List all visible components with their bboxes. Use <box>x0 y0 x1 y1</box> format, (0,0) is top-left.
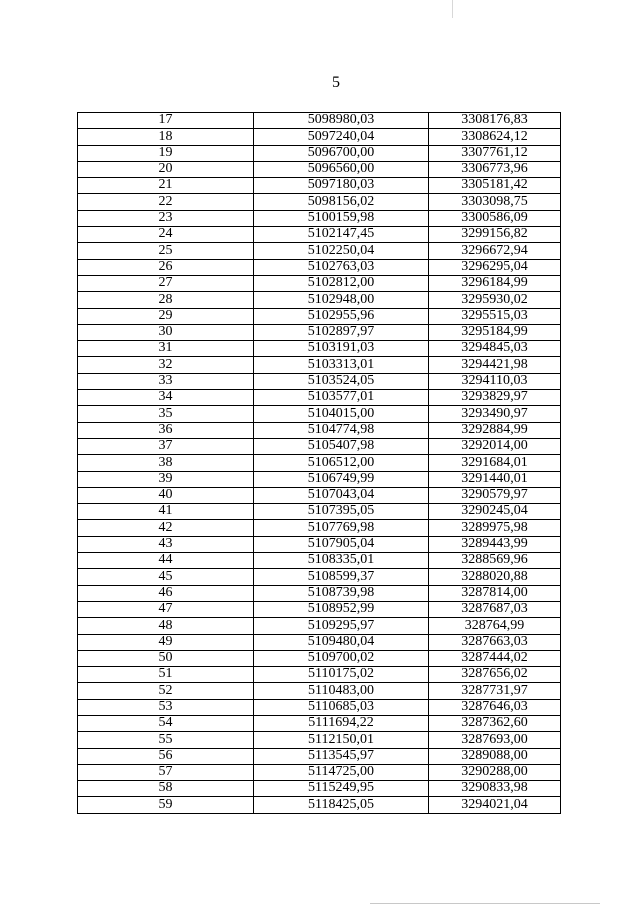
table-row <box>78 781 561 797</box>
point-number-cell: 57 <box>78 764 254 780</box>
y-coordinate-cell: 3287663,03 <box>429 634 561 650</box>
table-row <box>78 569 561 585</box>
y-coordinate-cell: 3291440,01 <box>429 471 561 487</box>
y-coordinate-cell: 328764,99 <box>429 618 561 634</box>
y-coordinate-cell: 3294110,03 <box>429 373 561 389</box>
point-number-cell: 29 <box>78 308 254 324</box>
x-coordinate-cell: 5105407,98 <box>254 438 429 454</box>
x-coordinate-cell: 5109295,97 <box>254 618 429 634</box>
x-coordinate-cell: 5103191,03 <box>254 341 429 357</box>
y-coordinate-cell: 3290288,00 <box>429 764 561 780</box>
x-coordinate-cell: 5108739,98 <box>254 585 429 601</box>
x-coordinate-cell: 5097240,04 <box>254 129 429 145</box>
table-row <box>78 520 561 536</box>
table-row <box>78 210 561 226</box>
point-number-cell: 27 <box>78 275 254 291</box>
x-coordinate-cell: 5118425,05 <box>254 797 429 813</box>
x-coordinate-cell: 5103577,01 <box>254 390 429 406</box>
y-coordinate-cell: 3295930,02 <box>429 292 561 308</box>
point-number-cell: 31 <box>78 341 254 357</box>
table-row <box>78 308 561 324</box>
y-coordinate-cell: 3287731,97 <box>429 683 561 699</box>
y-coordinate-cell: 3292884,99 <box>429 422 561 438</box>
coordinates-table <box>77 112 561 814</box>
point-number-cell: 40 <box>78 487 254 503</box>
point-number-cell: 32 <box>78 357 254 373</box>
point-number-cell: 26 <box>78 259 254 275</box>
point-number-cell: 39 <box>78 471 254 487</box>
x-coordinate-cell: 5108335,01 <box>254 553 429 569</box>
x-coordinate-cell: 5102812,00 <box>254 275 429 291</box>
table-row <box>78 243 561 259</box>
y-coordinate-cell: 3308624,12 <box>429 129 561 145</box>
y-coordinate-cell: 3287814,00 <box>429 585 561 601</box>
x-coordinate-cell: 5107905,04 <box>254 536 429 552</box>
table-row <box>78 373 561 389</box>
point-number-cell: 37 <box>78 438 254 454</box>
table-row <box>78 536 561 552</box>
x-coordinate-cell: 5112150,01 <box>254 732 429 748</box>
x-coordinate-cell: 5102763,03 <box>254 259 429 275</box>
y-coordinate-cell: 3294021,04 <box>429 797 561 813</box>
y-coordinate-cell: 3288569,96 <box>429 553 561 569</box>
x-coordinate-cell: 5110483,00 <box>254 683 429 699</box>
point-number-cell: 53 <box>78 699 254 715</box>
table-row <box>78 634 561 650</box>
point-number-cell: 48 <box>78 618 254 634</box>
table-row <box>78 732 561 748</box>
table-row <box>78 145 561 161</box>
table-row <box>78 113 561 129</box>
table-row <box>78 553 561 569</box>
table-row <box>78 129 561 145</box>
point-number-cell: 47 <box>78 601 254 617</box>
point-number-cell: 58 <box>78 781 254 797</box>
table-row <box>78 406 561 422</box>
point-number-cell: 44 <box>78 553 254 569</box>
x-coordinate-cell: 5113545,97 <box>254 748 429 764</box>
x-coordinate-cell: 5109700,02 <box>254 650 429 666</box>
point-number-cell: 45 <box>78 569 254 585</box>
x-coordinate-cell: 5109480,04 <box>254 634 429 650</box>
y-coordinate-cell: 3289443,99 <box>429 536 561 552</box>
point-number-cell: 49 <box>78 634 254 650</box>
table-row <box>78 438 561 454</box>
x-coordinate-cell: 5098980,03 <box>254 113 429 129</box>
y-coordinate-cell: 3305181,42 <box>429 178 561 194</box>
table-row <box>78 471 561 487</box>
x-coordinate-cell: 5096560,00 <box>254 161 429 177</box>
x-coordinate-cell: 5102250,04 <box>254 243 429 259</box>
scan-artifact-line <box>370 903 600 904</box>
point-number-cell: 38 <box>78 455 254 471</box>
y-coordinate-cell: 3287444,02 <box>429 650 561 666</box>
table-row <box>78 390 561 406</box>
table-row <box>78 161 561 177</box>
x-coordinate-cell: 5110685,03 <box>254 699 429 715</box>
x-coordinate-cell: 5106512,00 <box>254 455 429 471</box>
table-row <box>78 259 561 275</box>
table-row <box>78 748 561 764</box>
x-coordinate-cell: 5103313,01 <box>254 357 429 373</box>
y-coordinate-cell: 3296672,94 <box>429 243 561 259</box>
x-coordinate-cell: 5107043,04 <box>254 487 429 503</box>
x-coordinate-cell: 5102948,00 <box>254 292 429 308</box>
y-coordinate-cell: 3287646,03 <box>429 699 561 715</box>
x-coordinate-cell: 5110175,02 <box>254 667 429 683</box>
x-coordinate-cell: 5114725,00 <box>254 764 429 780</box>
y-coordinate-cell: 3293490,97 <box>429 406 561 422</box>
table-row <box>78 341 561 357</box>
x-coordinate-cell: 5104015,00 <box>254 406 429 422</box>
y-coordinate-cell: 3287687,03 <box>429 601 561 617</box>
y-coordinate-cell: 3296184,99 <box>429 275 561 291</box>
point-number-cell: 23 <box>78 210 254 226</box>
point-number-cell: 24 <box>78 227 254 243</box>
point-number-cell: 33 <box>78 373 254 389</box>
y-coordinate-cell: 3306773,96 <box>429 161 561 177</box>
point-number-cell: 17 <box>78 113 254 129</box>
point-number-cell: 43 <box>78 536 254 552</box>
y-coordinate-cell: 3307761,12 <box>429 145 561 161</box>
y-coordinate-cell: 3290245,04 <box>429 504 561 520</box>
y-coordinate-cell: 3294421,98 <box>429 357 561 373</box>
y-coordinate-cell: 3289975,98 <box>429 520 561 536</box>
y-coordinate-cell: 3290579,97 <box>429 487 561 503</box>
x-coordinate-cell: 5115249,95 <box>254 781 429 797</box>
point-number-cell: 59 <box>78 797 254 813</box>
x-coordinate-cell: 5103524,05 <box>254 373 429 389</box>
point-number-cell: 18 <box>78 129 254 145</box>
table-row <box>78 178 561 194</box>
x-coordinate-cell: 5096700,00 <box>254 145 429 161</box>
table-row <box>78 667 561 683</box>
point-number-cell: 51 <box>78 667 254 683</box>
coordinates-table-body <box>78 113 561 814</box>
table-row <box>78 650 561 666</box>
point-number-cell: 30 <box>78 324 254 340</box>
point-number-cell: 34 <box>78 390 254 406</box>
point-number-cell: 22 <box>78 194 254 210</box>
y-coordinate-cell: 3294845,03 <box>429 341 561 357</box>
table-row <box>78 455 561 471</box>
x-coordinate-cell: 5102897,97 <box>254 324 429 340</box>
x-coordinate-cell: 5108952,99 <box>254 601 429 617</box>
table-row <box>78 504 561 520</box>
y-coordinate-cell: 3287656,02 <box>429 667 561 683</box>
x-coordinate-cell: 5107769,98 <box>254 520 429 536</box>
x-coordinate-cell: 5098156,02 <box>254 194 429 210</box>
table-row <box>78 764 561 780</box>
table-row <box>78 683 561 699</box>
point-number-cell: 42 <box>78 520 254 536</box>
y-coordinate-cell: 3296295,04 <box>429 259 561 275</box>
point-number-cell: 41 <box>78 504 254 520</box>
y-coordinate-cell: 3303098,75 <box>429 194 561 210</box>
table-row <box>78 324 561 340</box>
point-number-cell: 21 <box>78 178 254 194</box>
x-coordinate-cell: 5102955,96 <box>254 308 429 324</box>
point-number-cell: 36 <box>78 422 254 438</box>
y-coordinate-cell: 3299156,82 <box>429 227 561 243</box>
page-number: 5 <box>332 74 340 91</box>
x-coordinate-cell: 5111694,22 <box>254 715 429 731</box>
x-coordinate-cell: 5106749,99 <box>254 471 429 487</box>
y-coordinate-cell: 3290833,98 <box>429 781 561 797</box>
scan-artifact-line <box>452 0 453 18</box>
table-row <box>78 797 561 813</box>
table-row <box>78 292 561 308</box>
table-row <box>78 422 561 438</box>
point-number-cell: 50 <box>78 650 254 666</box>
y-coordinate-cell: 3292014,00 <box>429 438 561 454</box>
table-row <box>78 275 561 291</box>
y-coordinate-cell: 3293829,97 <box>429 390 561 406</box>
x-coordinate-cell: 5108599,37 <box>254 569 429 585</box>
y-coordinate-cell: 3295184,99 <box>429 324 561 340</box>
x-coordinate-cell: 5104774,98 <box>254 422 429 438</box>
x-coordinate-cell: 5100159,98 <box>254 210 429 226</box>
point-number-cell: 55 <box>78 732 254 748</box>
x-coordinate-cell: 5107395,05 <box>254 504 429 520</box>
y-coordinate-cell: 3287362,60 <box>429 715 561 731</box>
table-row <box>78 194 561 210</box>
table-row <box>78 585 561 601</box>
point-number-cell: 56 <box>78 748 254 764</box>
table-row <box>78 618 561 634</box>
y-coordinate-cell: 3291684,01 <box>429 455 561 471</box>
x-coordinate-cell: 5097180,03 <box>254 178 429 194</box>
y-coordinate-cell: 3289088,00 <box>429 748 561 764</box>
y-coordinate-cell: 3288020,88 <box>429 569 561 585</box>
y-coordinate-cell: 3308176,83 <box>429 113 561 129</box>
point-number-cell: 28 <box>78 292 254 308</box>
y-coordinate-cell: 3287693,00 <box>429 732 561 748</box>
point-number-cell: 46 <box>78 585 254 601</box>
table-row <box>78 357 561 373</box>
table-row <box>78 699 561 715</box>
point-number-cell: 52 <box>78 683 254 699</box>
y-coordinate-cell: 3295515,03 <box>429 308 561 324</box>
table-row <box>78 601 561 617</box>
point-number-cell: 19 <box>78 145 254 161</box>
y-coordinate-cell: 3300586,09 <box>429 210 561 226</box>
table-row <box>78 227 561 243</box>
point-number-cell: 20 <box>78 161 254 177</box>
x-coordinate-cell: 5102147,45 <box>254 227 429 243</box>
table-row <box>78 715 561 731</box>
point-number-cell: 54 <box>78 715 254 731</box>
point-number-cell: 25 <box>78 243 254 259</box>
point-number-cell: 35 <box>78 406 254 422</box>
table-row <box>78 487 561 503</box>
